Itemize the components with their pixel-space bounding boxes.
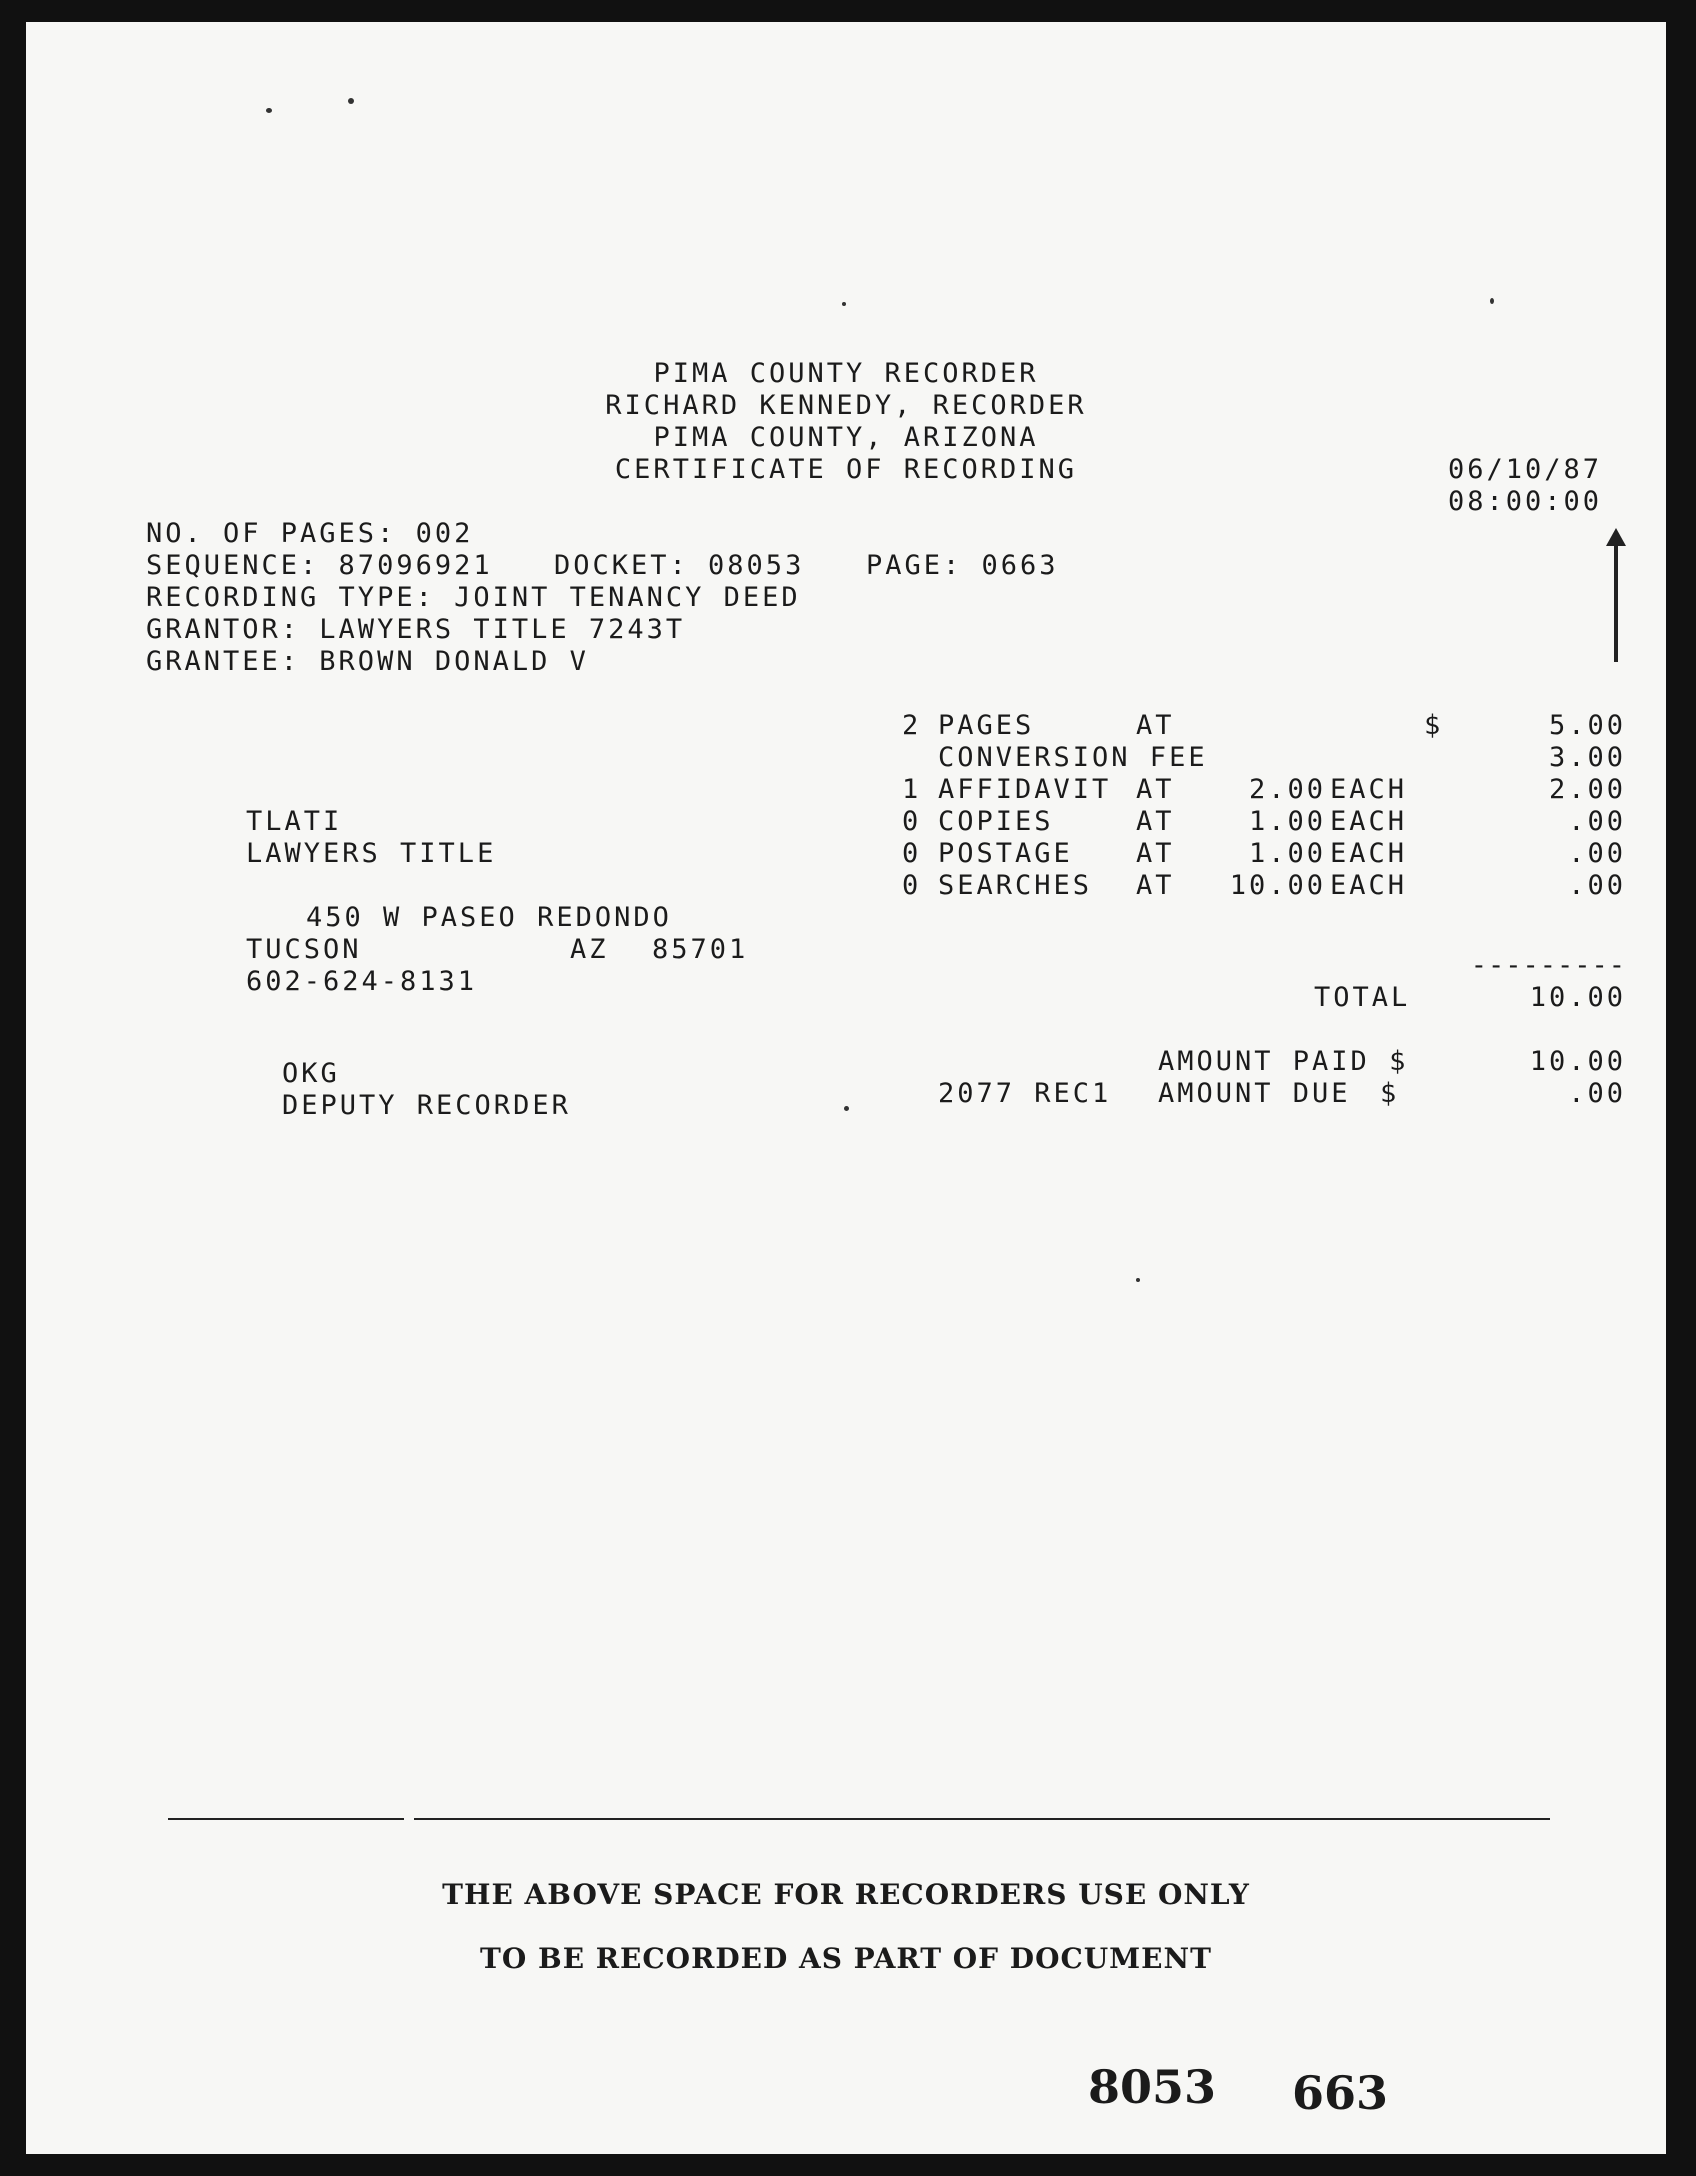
arrow-up-icon <box>1614 542 1618 662</box>
fee-each: EACH <box>1330 774 1408 805</box>
account-code: TLATI <box>246 806 343 837</box>
fee-qty: 1 <box>902 774 922 805</box>
fee-item: POSTAGE <box>938 838 1073 869</box>
fee-at: AT <box>1136 710 1175 741</box>
docket-stamp: 8053 <box>1088 2060 1217 2114</box>
fee-qty: 0 <box>902 838 922 869</box>
fee-rate: 10.00 <box>1229 870 1326 901</box>
deputy-title: DEPUTY RECORDER <box>282 1090 571 1121</box>
fee-each: EACH <box>1330 870 1408 901</box>
docket-number: DOCKET: 08053 <box>554 550 805 581</box>
scan-speck <box>348 98 354 104</box>
divider-line <box>168 1818 404 1820</box>
fee-item: COPIES <box>938 806 1054 837</box>
fee-item: CONVERSION FEE <box>938 742 1208 773</box>
phone-number: 602-624-8131 <box>246 966 478 997</box>
scan-speck <box>266 108 272 113</box>
fee-at: AT <box>1136 774 1175 805</box>
amount-due-label: AMOUNT DUE <box>1158 1078 1351 1109</box>
page-number: PAGE: 0663 <box>866 550 1059 581</box>
county-state: PIMA COUNTY, ARIZONA <box>653 422 1039 453</box>
amount-paid: 10.00 <box>1529 1046 1626 1077</box>
fee-rate: 1.00 <box>1248 838 1326 869</box>
fee-rate: 2.00 <box>1248 774 1326 805</box>
sequence-number: SEQUENCE: 87096921 <box>146 550 493 581</box>
fee-item: PAGES <box>938 710 1035 741</box>
scan-speck <box>842 302 846 306</box>
total-amount: 10.00 <box>1529 982 1626 1013</box>
fee-amount: 2.00 <box>1548 774 1626 805</box>
city: TUCSON <box>246 934 362 965</box>
zip-code: 85701 <box>652 934 749 965</box>
fee-at: AT <box>1136 870 1175 901</box>
grantee: GRANTEE: BROWN DONALD V <box>146 646 589 677</box>
grantor: GRANTOR: LAWYERS TITLE 7243T <box>146 614 686 645</box>
recording-type: RECORDING TYPE: JOINT TENANCY DEED <box>146 582 801 613</box>
footer-instruction: TO BE RECORDED AS PART OF DOCUMENT <box>480 1942 1212 1975</box>
fee-amount: .00 <box>1568 870 1626 901</box>
fee-qty: 2 <box>902 710 922 741</box>
amount-paid-label: AMOUNT PAID $ <box>1158 1046 1409 1077</box>
fee-amount: .00 <box>1568 838 1626 869</box>
number-of-pages: NO. OF PAGES: 002 <box>146 518 474 549</box>
divider-line <box>414 1818 1550 1820</box>
fee-amount: 3.00 <box>1548 742 1626 773</box>
office-name: PIMA COUNTY RECORDER <box>653 358 1039 389</box>
fee-amount: .00 <box>1568 806 1626 837</box>
state: AZ <box>570 934 609 965</box>
amount-due: .00 <box>1568 1078 1626 1109</box>
fee-each: EACH <box>1330 806 1408 837</box>
fee-dollar: $ <box>1424 710 1444 741</box>
fee-item: AFFIDAVIT <box>938 774 1112 805</box>
fee-each: EACH <box>1330 838 1408 869</box>
certificate-title: CERTIFICATE OF RECORDING <box>614 454 1078 485</box>
receipt-number: 2077 REC1 <box>938 1078 1112 1109</box>
scan-speck <box>844 1106 849 1111</box>
scan-speck <box>1490 298 1494 304</box>
fee-rate: 1.00 <box>1248 806 1326 837</box>
fee-at: AT <box>1136 806 1175 837</box>
page-stamp: 663 <box>1292 2066 1389 2120</box>
company-name: LAWYERS TITLE <box>246 838 497 869</box>
fee-item: SEARCHES <box>938 870 1093 901</box>
amount-due-dollar: $ <box>1380 1078 1400 1109</box>
recorder-name: RICHARD KENNEDY, RECORDER <box>605 390 1087 421</box>
footer-notice: THE ABOVE SPACE FOR RECORDERS USE ONLY <box>442 1878 1250 1911</box>
fee-amount: 5.00 <box>1548 710 1626 741</box>
scan-speck <box>1136 1278 1140 1282</box>
street-address: 450 W PASEO REDONDO <box>306 902 672 933</box>
fee-qty: 0 <box>902 806 922 837</box>
fee-at: AT <box>1136 838 1175 869</box>
recording-time: 08:00:00 <box>1448 486 1603 517</box>
total-label: TOTAL <box>1314 982 1411 1013</box>
recording-certificate-page <box>26 22 1666 2154</box>
fee-qty: 0 <box>902 870 922 901</box>
recording-date: 06/10/87 <box>1448 454 1603 485</box>
total-rule: --------- <box>1470 950 1626 981</box>
deputy-initials: OKG <box>282 1058 340 1089</box>
